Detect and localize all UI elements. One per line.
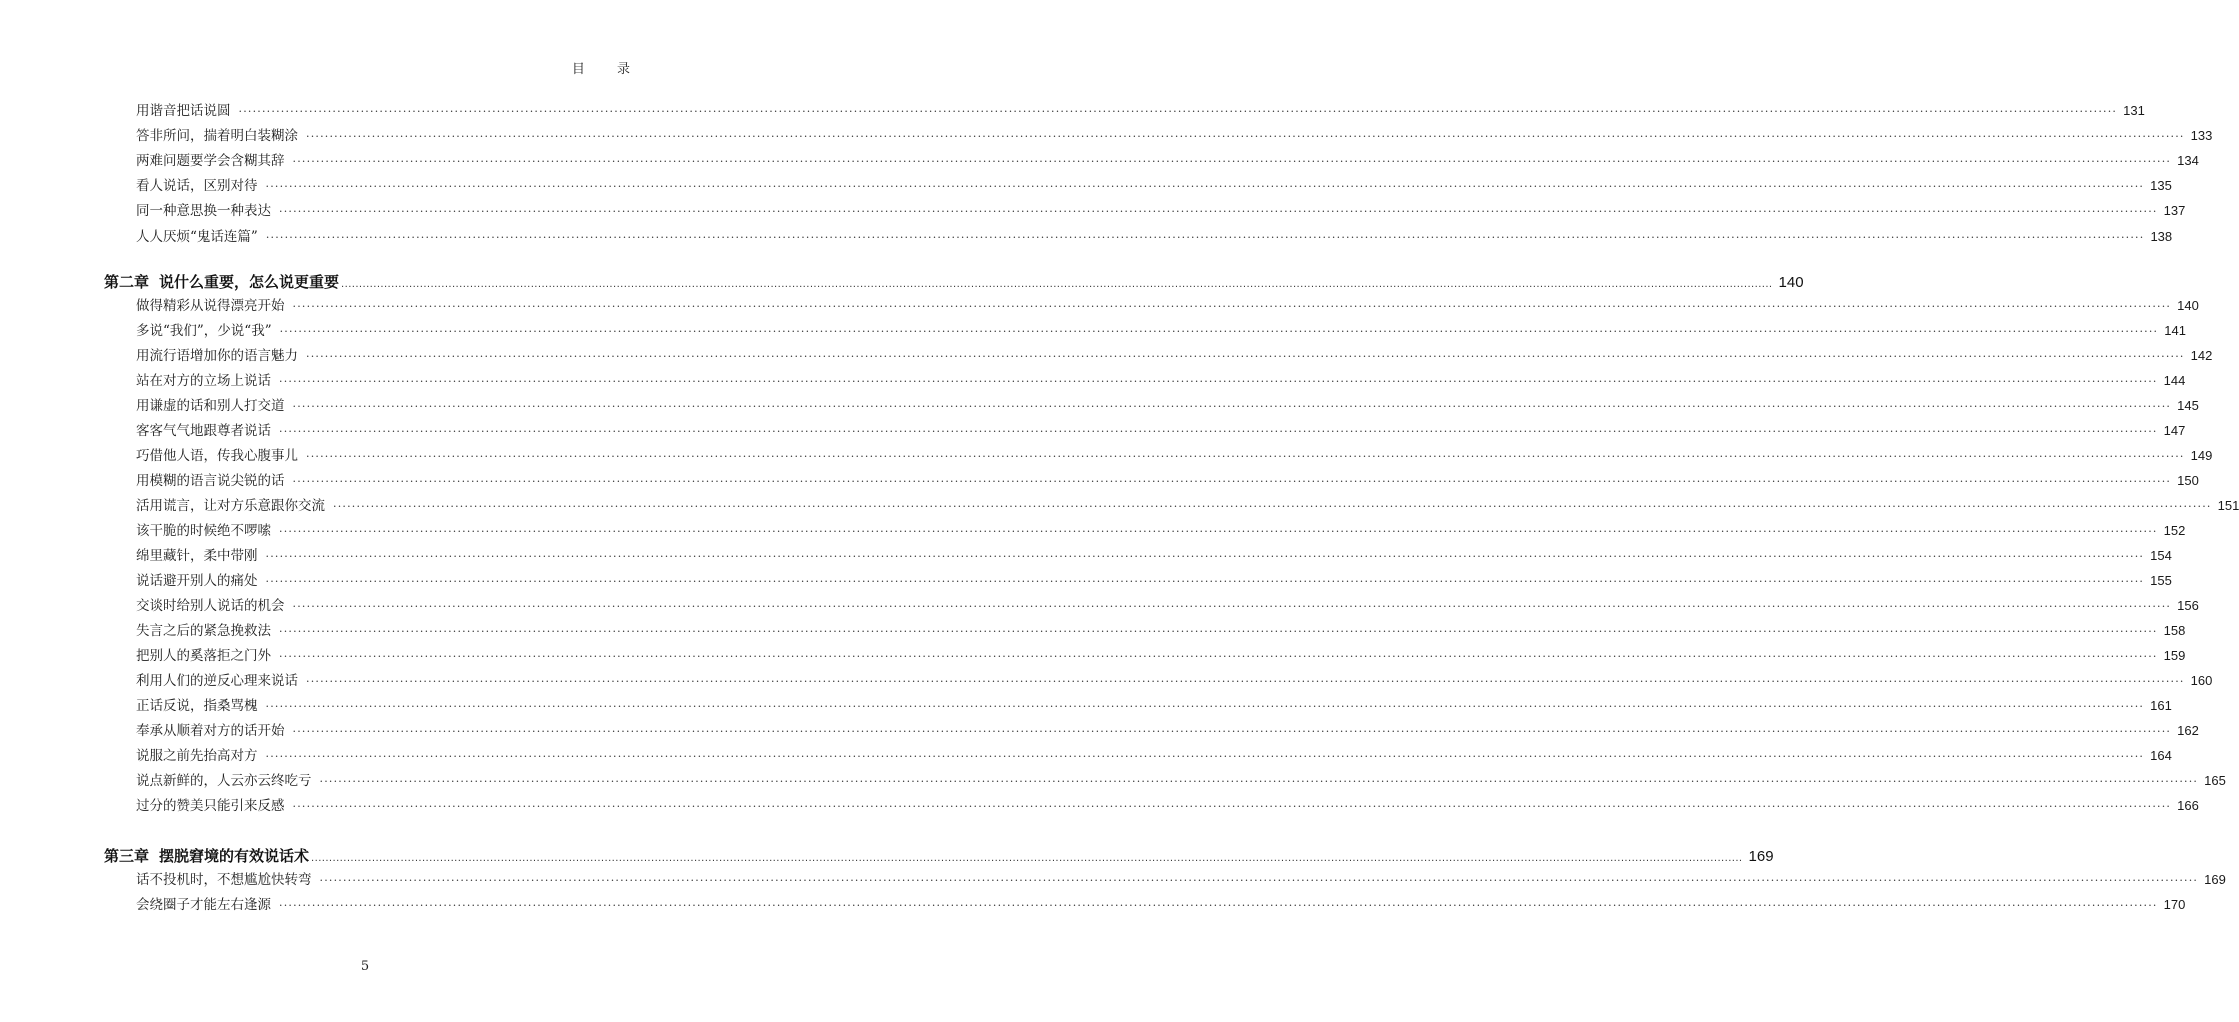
- page-ref: 169: [2204, 872, 2226, 887]
- dot-leader: ················································································································································································································································································································································································································: [306, 350, 2185, 363]
- dot-leader: ················································································································································································································································································································································································································: [279, 525, 2158, 538]
- entry-title: 人人厌烦“鬼话连篇”: [136, 229, 258, 245]
- dot-leader: ················································································································································································································································································································································································································: [279, 650, 2158, 663]
- entry-title: 该干脆的时候绝不啰嗦: [136, 523, 271, 539]
- dot-leader: ················································································································································································································································································································································································································: [292, 725, 2172, 738]
- toc-chapter-heading: [104, 270, 1804, 294]
- entry-title: 说话避开别人的痛处: [136, 573, 258, 589]
- dot-leader: ················································································································································································································································································································································································································: [292, 475, 2172, 488]
- page-ref: 170: [2163, 897, 2186, 912]
- dot-leader: ················································································································································································································································································································································································································: [292, 800, 2172, 813]
- page-ref: 149: [2190, 448, 2213, 463]
- entry-title: 奉承从顺着对方的话开始: [136, 723, 285, 739]
- page-ref: 154: [2150, 548, 2172, 563]
- toc-entry: [136, 495, 2239, 517]
- entry-title: 用谐音把话说圆: [136, 103, 231, 119]
- dot-leader: ················································································································································································································································································································································································································: [306, 675, 2185, 688]
- chapter-title: 摆脱窘境的有效说话术: [159, 847, 310, 865]
- entry-title: 绵里藏针，柔中带刚: [136, 548, 258, 564]
- entry-title: 交谈时给别人说话的机会: [136, 598, 285, 614]
- dot-leader: ················································································································································································································································································································································································································: [265, 550, 2145, 563]
- toc-entry: [136, 795, 2199, 817]
- dot-leader: ················································································································································································································································································································································································································: [279, 375, 2158, 388]
- entry-title: 活用谎言，让对方乐意跟你交流: [136, 498, 325, 514]
- toc-entry: [136, 420, 2186, 442]
- dot-leader: ················································································································································································································································································································································································································: [292, 400, 2172, 413]
- page-ref: 155: [2150, 573, 2172, 588]
- page-ref: 161: [2150, 698, 2172, 713]
- dot-leader: ················································································································································································································································································································································································································: [306, 450, 2185, 463]
- toc-entry: [136, 645, 2186, 667]
- dot-leader: ················································································································································································································································································································································································································: [319, 874, 2199, 887]
- dot-leader: ················································································································································································································································································································································································································: [265, 750, 2145, 763]
- toc-entry: [136, 770, 2226, 792]
- dot-leader: ················································································································································································································································································································································································································: [292, 300, 2172, 313]
- page-ref: 156: [2177, 598, 2199, 613]
- toc-entry: [136, 150, 2199, 172]
- page-ref: 162: [2177, 723, 2199, 738]
- toc-entry: [136, 894, 2186, 916]
- page-ref: 142: [2190, 348, 2213, 363]
- toc-entry: [136, 345, 2213, 367]
- dot-leader: ················································································································································································································································································································································································································: [292, 155, 2172, 168]
- page-ref: 131: [2123, 103, 2145, 118]
- dot-leader: ················································································································································································································································································································································································································: [279, 205, 2158, 218]
- toc-chapter-heading: [104, 844, 1774, 868]
- toc-entry: [136, 869, 2226, 891]
- page-ref: 158: [2163, 623, 2186, 638]
- page-ref: 152: [2163, 523, 2186, 538]
- toc-entry: [136, 320, 2186, 342]
- entry-title: 利用人们的逆反心理来说话: [136, 673, 298, 689]
- toc-entry: [136, 226, 2173, 248]
- entry-title: 看人说话，区别对待: [136, 178, 258, 194]
- dot-leader: ................................................................................................................................................................................................................................................................................................................................................................................................................: [341, 279, 1773, 290]
- page-ref: 145: [2177, 398, 2199, 413]
- entry-title: 话不投机时，不想尴尬快转弯: [136, 872, 312, 888]
- toc-entry: [136, 695, 2172, 717]
- toc-entry: [136, 175, 2172, 197]
- page-ref: 140: [2177, 298, 2199, 313]
- page-ref: 147: [2163, 423, 2186, 438]
- entry-title: 失言之后的紧急挽救法: [136, 623, 271, 639]
- toc-entry: [136, 745, 2172, 767]
- toc-entry: [136, 100, 2145, 122]
- page-number: 5: [360, 959, 370, 974]
- dot-leader: ················································································································································································································································································································································································································: [333, 500, 2212, 513]
- entry-title: 巧借他人语，传我心腹事儿: [136, 448, 298, 464]
- entry-title: 做得精彩从说得漂亮开始: [136, 298, 285, 314]
- page-ref: 138: [2150, 229, 2173, 244]
- page-ref: 133: [2190, 128, 2213, 143]
- entry-title: 多说“我们”，少说“我”: [136, 323, 272, 339]
- page-ref: 151: [2217, 498, 2239, 513]
- toc-entry: [136, 395, 2199, 417]
- entry-title: 同一种意思换一种表达: [136, 203, 271, 219]
- toc-entry: [136, 670, 2213, 692]
- toc-entry: [136, 295, 2199, 317]
- entry-title: 过分的赞美只能引来反感: [136, 798, 285, 814]
- entry-title: 用谦虚的话和别人打交道: [136, 398, 285, 414]
- entry-title: 说服之前先抬高对方: [136, 748, 258, 764]
- chapter-number: 第二章: [104, 273, 150, 291]
- entry-title: 把别人的奚落拒之门外: [136, 648, 271, 664]
- page-ref: 166: [2177, 798, 2199, 813]
- entry-title: 用模糊的语言说尖锐的话: [136, 473, 285, 489]
- dot-leader: ················································································································································································································································································································································································································: [319, 775, 2199, 788]
- entry-title: 客客气气地跟尊者说话: [136, 423, 271, 439]
- dot-leader: ················································································································································································································································································································································································································: [279, 425, 2158, 438]
- dot-leader: ················································································································································································································································································································································································································: [265, 231, 2145, 244]
- toc-entry: [136, 545, 2172, 567]
- dot-leader: ················································································································································································································································································································································································································: [306, 130, 2185, 143]
- toc-entry: [136, 370, 2186, 392]
- toc-entry: [136, 570, 2172, 592]
- page-ref: 160: [2190, 673, 2213, 688]
- chapter-title: 说什么重要，怎么说更重要: [159, 273, 340, 291]
- page-ref: 165: [2204, 773, 2226, 788]
- entry-title: 用流行语增加你的语言魅力: [136, 348, 298, 364]
- dot-leader: ................................................................................................................................................................................................................................................................................................................................................................................................................: [311, 853, 1743, 864]
- toc-entry: [136, 445, 2213, 467]
- entry-title: 说点新鲜的，人云亦云终吃亏: [136, 773, 312, 789]
- toc-entry: [136, 200, 2186, 222]
- toc-entry: [136, 125, 2213, 147]
- page-ref: 150: [2177, 473, 2199, 488]
- dot-leader: ················································································································································································································································································································································································································: [279, 325, 2159, 338]
- toc-entry: [136, 470, 2199, 492]
- entry-title: 正话反说，指桑骂槐: [136, 698, 258, 714]
- entry-title: 两难问题要学会含糊其辞: [136, 153, 285, 169]
- toc-entry: [136, 595, 2199, 617]
- entry-title: 会绕圈子才能左右逢源: [136, 897, 271, 913]
- running-head: 目 录: [571, 62, 644, 77]
- page-ref: 164: [2150, 748, 2172, 763]
- toc-entry: [136, 520, 2186, 542]
- dot-leader: ················································································································································································································································································································································································································: [265, 180, 2145, 193]
- dot-leader: ················································································································································································································································································································································································································: [238, 105, 2118, 118]
- page-ref: 134: [2177, 153, 2199, 168]
- page-ref: 169: [1748, 848, 1774, 865]
- page-ref: 137: [2163, 203, 2186, 218]
- chapter-number: 第三章: [104, 847, 150, 865]
- toc-entry: [136, 620, 2186, 642]
- entry-title: 答非所问，揣着明白装糊涂: [136, 128, 298, 144]
- dot-leader: ················································································································································································································································································································································································································: [265, 575, 2145, 588]
- page-ref: 159: [2163, 648, 2186, 663]
- dot-leader: ················································································································································································································································································································································································································: [265, 700, 2145, 713]
- page-ref: 144: [2163, 373, 2186, 388]
- dot-leader: ················································································································································································································································································································································································································: [292, 600, 2172, 613]
- dot-leader: ················································································································································································································································································································································································································: [279, 625, 2158, 638]
- dot-leader: ················································································································································································································································································································································································································: [279, 899, 2158, 912]
- page-ref: 135: [2150, 178, 2172, 193]
- page-ref: 141: [2164, 323, 2186, 338]
- entry-title: 站在对方的立场上说话: [136, 373, 271, 389]
- toc-entry: [136, 720, 2199, 742]
- page-ref: 140: [1778, 274, 1804, 291]
